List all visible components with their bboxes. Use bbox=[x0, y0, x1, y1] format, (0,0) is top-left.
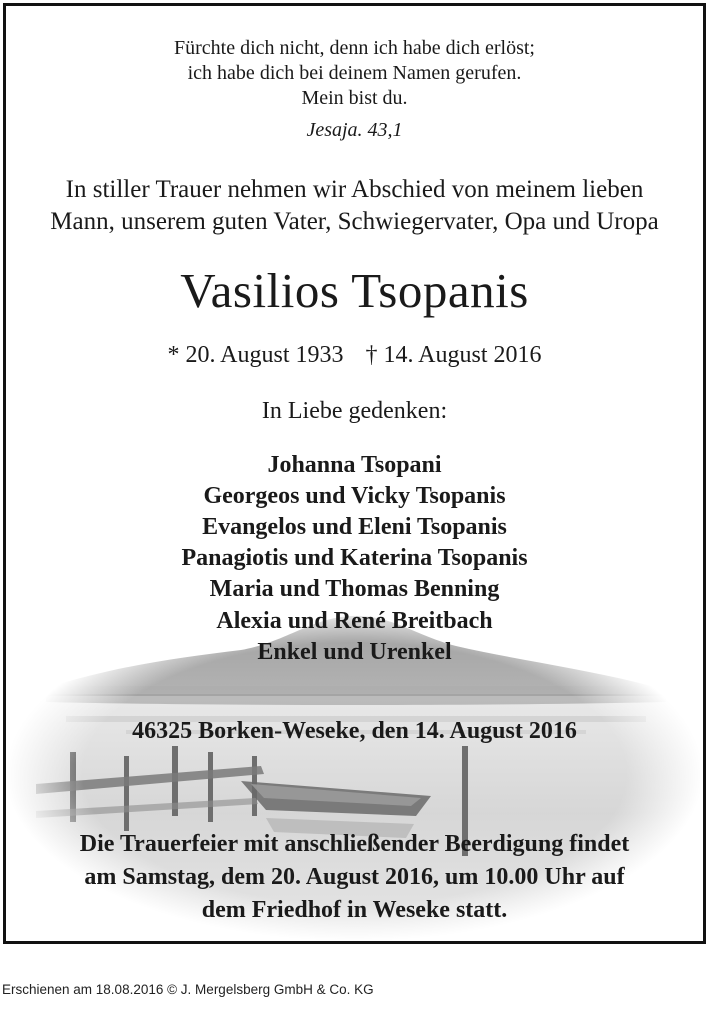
publication-credit: Erschienen am 18.08.2016 © J. Mergelsberg GmbH & Co. KG bbox=[2, 982, 374, 997]
verse-line: Mein bist du. bbox=[301, 87, 408, 109]
mourner-name: Georgeos und Vicky Tsopanis bbox=[203, 483, 506, 509]
life-dates bbox=[6, 342, 703, 369]
mourner-name: Panagiotis und Katerina Tsopanis bbox=[181, 545, 528, 571]
intro-line: In stiller Trauer nehmen wir Abschied von meinem lieben bbox=[65, 176, 644, 203]
death-date: † 14. August 2016 bbox=[365, 342, 542, 368]
remembrance-heading: In Liebe gedenken: bbox=[261, 398, 448, 424]
funeral-info-line: Die Trauerfeier mit anschließender Beerdigung findet bbox=[79, 831, 630, 857]
mourner-name: Evangelos und Eleni Tsopanis bbox=[202, 514, 507, 540]
intro-line: Mann, unserem guten Vater, Schwiegervater, Opa und Uropa bbox=[50, 208, 659, 235]
mourner-name: Johanna Tsopani bbox=[267, 452, 442, 478]
funeral-info-line: dem Friedhof in Weseke statt. bbox=[201, 897, 508, 923]
mourner-name: Maria und Thomas Benning bbox=[209, 576, 500, 602]
birth-date: * 20. August 1933 bbox=[167, 342, 344, 368]
mourner-name: Enkel und Urenkel bbox=[257, 639, 452, 665]
verse-line: Fürchte dich nicht, denn ich habe dich erlöst; bbox=[173, 37, 535, 59]
verse-reference: Jesaja. 43,1 bbox=[306, 119, 403, 141]
place-date: 46325 Borken-Weseke, den 14. August 2016 bbox=[132, 718, 577, 744]
deceased-name: Vasilios Tsopanis bbox=[180, 263, 529, 318]
funeral-info-line: am Samstag, dem 20. August 2016, um 10.00 Uhr auf bbox=[84, 864, 625, 890]
mourner-name: Alexia und René Breitbach bbox=[216, 608, 493, 634]
verse-line: ich habe dich bei deinem Namen gerufen. bbox=[187, 62, 522, 84]
obituary-notice bbox=[3, 3, 706, 944]
